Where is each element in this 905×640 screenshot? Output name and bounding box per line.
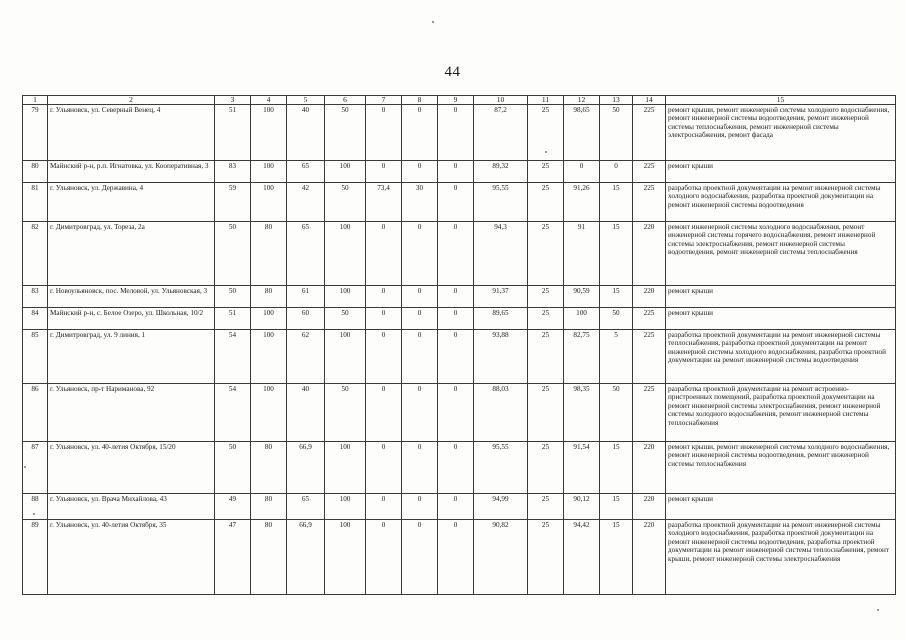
repair-works: ремонт крыши: [666, 286, 896, 308]
header-cell-14: 14: [633, 96, 666, 105]
house-address: г. Димитровград, ул. Тореза, 2а: [48, 222, 215, 286]
col-3-value: 50: [215, 442, 251, 494]
col-7-value: 0: [366, 442, 402, 494]
col-11-value: 25: [528, 222, 564, 286]
col-12-value: 98,35: [564, 384, 600, 442]
col-6-value: 100: [325, 330, 366, 384]
col-3-value: 51: [215, 308, 251, 330]
col-11-value: 25: [528, 183, 564, 222]
col-7-value: 0: [366, 105, 402, 161]
col-11-value: 25: [528, 442, 564, 494]
col-7-value: 0: [366, 222, 402, 286]
header-cell-5: 5: [287, 96, 325, 105]
scan-speck: [545, 151, 547, 153]
col-5-value: 66,9: [287, 442, 325, 494]
scan-speck: [877, 609, 879, 611]
col-5-value: 40: [287, 384, 325, 442]
col-7-value: 0: [366, 161, 402, 183]
col-8-value: 0: [402, 330, 438, 384]
col-7-value: 0: [366, 286, 402, 308]
col-13-value: 0: [600, 161, 633, 183]
col-13-value: 15: [600, 520, 633, 595]
col-9-value: 0: [438, 384, 474, 442]
col-13-value: 15: [600, 286, 633, 308]
col-10-value: 90,82: [474, 520, 528, 595]
col-10-value: 89,65: [474, 308, 528, 330]
col-4-value: 100: [251, 308, 287, 330]
col-9-value: 0: [438, 308, 474, 330]
col-7-value: 0: [366, 494, 402, 520]
col-3-value: 49: [215, 494, 251, 520]
col-14-value: 225: [633, 183, 666, 222]
col-4-value: 80: [251, 442, 287, 494]
house-address: г. Новоульяновск, пос. Меловой, ул. Ульяновская, 3: [48, 286, 215, 308]
col-8-value: 0: [402, 384, 438, 442]
col-7-value: 73,4: [366, 183, 402, 222]
col-9-value: 0: [438, 222, 474, 286]
col-13-value: 50: [600, 384, 633, 442]
header-cell-2: 2: [48, 96, 215, 105]
row-number: 86: [23, 384, 48, 442]
header-cell-12: 12: [564, 96, 600, 105]
col-3-value: 47: [215, 520, 251, 595]
col-5-value: 40: [287, 105, 325, 161]
header-cell-9: 9: [438, 96, 474, 105]
col-12-value: 91,54: [564, 442, 600, 494]
col-7-value: 0: [366, 330, 402, 384]
col-11-value: 25: [528, 286, 564, 308]
col-6-value: 100: [325, 520, 366, 595]
col-3-value: 50: [215, 222, 251, 286]
col-4-value: 80: [251, 222, 287, 286]
header-cell-13: 13: [600, 96, 633, 105]
row-number: 82: [23, 222, 48, 286]
house-address: г. Ульяновск, ул. Северный Венец, 4: [48, 105, 215, 161]
row-number: 89: [23, 520, 48, 595]
col-4-value: 100: [251, 330, 287, 384]
col-13-value: 15: [600, 442, 633, 494]
col-12-value: 100: [564, 308, 600, 330]
repair-works: ремонт крыши, ремонт инженерной системы холодного водоснабжения, ремонт инженерной системы водоотведения, ремонт инженерной системы теплоснабжения: [666, 442, 896, 494]
col-11-value: 25: [528, 330, 564, 384]
header-cell-4: 4: [251, 96, 287, 105]
col-3-value: 59: [215, 183, 251, 222]
col-8-value: 30: [402, 183, 438, 222]
col-6-value: 100: [325, 286, 366, 308]
col-10-value: 94,3: [474, 222, 528, 286]
col-6-value: 100: [325, 161, 366, 183]
col-3-value: 54: [215, 384, 251, 442]
col-10-value: 88,03: [474, 384, 528, 442]
header-cell-3: 3: [215, 96, 251, 105]
col-5-value: 62: [287, 330, 325, 384]
col-12-value: 91,26: [564, 183, 600, 222]
col-5-value: 60: [287, 308, 325, 330]
house-address: Майнский р-н, р.п. Игнатовка, ул. Кооперативная, 3: [48, 161, 215, 183]
col-3-value: 51: [215, 105, 251, 161]
col-14-value: 220: [633, 222, 666, 286]
col-12-value: 90,12: [564, 494, 600, 520]
row-number: 81: [23, 183, 48, 222]
col-4-value: 100: [251, 161, 287, 183]
table-row: [23, 105, 896, 161]
col-8-value: 0: [402, 494, 438, 520]
col-14-value: 220: [633, 520, 666, 595]
col-4-value: 100: [251, 105, 287, 161]
table-row: [23, 384, 896, 442]
col-11-value: 25: [528, 105, 564, 161]
houses-table: [22, 95, 896, 595]
row-number: 84: [23, 308, 48, 330]
col-4-value: 100: [251, 183, 287, 222]
col-14-value: 225: [633, 105, 666, 161]
col-3-value: 50: [215, 286, 251, 308]
col-9-value: 0: [438, 442, 474, 494]
house-address: г. Димитровград, ул. 9 линия, 1: [48, 330, 215, 384]
col-8-value: 0: [402, 161, 438, 183]
row-number: 79: [23, 105, 48, 161]
repair-works: ремонт крыши: [666, 161, 896, 183]
col-5-value: 61: [287, 286, 325, 308]
col-10-value: 91,37: [474, 286, 528, 308]
col-6-value: 50: [325, 384, 366, 442]
scan-speck: [33, 513, 35, 515]
col-8-value: 0: [402, 308, 438, 330]
col-6-value: 100: [325, 494, 366, 520]
col-10-value: 94,99: [474, 494, 528, 520]
row-number: 88: [23, 494, 48, 520]
col-10-value: 93,88: [474, 330, 528, 384]
col-5-value: 65: [287, 222, 325, 286]
col-5-value: 66,9: [287, 520, 325, 595]
table-row: [23, 330, 896, 384]
header-cell-10: 10: [474, 96, 528, 105]
header-cell-7: 7: [366, 96, 402, 105]
col-10-value: 87,2: [474, 105, 528, 161]
col-6-value: 50: [325, 308, 366, 330]
col-11-value: 25: [528, 308, 564, 330]
header-cell-1: 1: [23, 96, 48, 105]
header-cell-6: 6: [325, 96, 366, 105]
table-row: [23, 442, 896, 494]
col-9-value: 0: [438, 183, 474, 222]
col-8-value: 0: [402, 286, 438, 308]
col-11-value: 25: [528, 161, 564, 183]
table-row: [23, 222, 896, 286]
repair-works: ремонт крыши: [666, 494, 896, 520]
row-number: 87: [23, 442, 48, 494]
col-4-value: 100: [251, 384, 287, 442]
col-5-value: 42: [287, 183, 325, 222]
col-13-value: 50: [600, 308, 633, 330]
row-number: 80: [23, 161, 48, 183]
house-address: г. Ульяновск, ул. Врача Михайлова, 43: [48, 494, 215, 520]
col-13-value: 5: [600, 330, 633, 384]
col-9-value: 0: [438, 105, 474, 161]
col-9-value: 0: [438, 330, 474, 384]
col-14-value: 225: [633, 161, 666, 183]
col-5-value: 65: [287, 494, 325, 520]
repair-works: ремонт крыши, ремонт инженерной системы холодного водоснабжения, ремонт инженерной системы водоотведения, ремонт инженерной системы теплоснабжения, ремонт инженерной системы электроснабжения, ремонт фасада: [666, 105, 896, 161]
table-body: [23, 105, 896, 595]
repair-works: ремонт крыши: [666, 308, 896, 330]
col-10-value: 95,55: [474, 183, 528, 222]
col-14-value: 220: [633, 494, 666, 520]
col-6-value: 100: [325, 442, 366, 494]
col-7-value: 0: [366, 520, 402, 595]
page-number: 44: [444, 64, 461, 80]
scan-speck: [24, 466, 26, 468]
col-11-value: 25: [528, 494, 564, 520]
col-8-value: 0: [402, 222, 438, 286]
col-8-value: 0: [402, 442, 438, 494]
col-10-value: 95,55: [474, 442, 528, 494]
col-9-value: 0: [438, 494, 474, 520]
col-4-value: 80: [251, 494, 287, 520]
col-9-value: 0: [438, 161, 474, 183]
table-row: [23, 494, 896, 520]
col-6-value: 50: [325, 183, 366, 222]
table-row: [23, 161, 896, 183]
col-7-value: 0: [366, 308, 402, 330]
col-12-value: 90,59: [564, 286, 600, 308]
col-5-value: 65: [287, 161, 325, 183]
scan-speck: [432, 21, 434, 23]
col-8-value: 0: [402, 520, 438, 595]
repair-works: разработка проектной документации на ремонт инженерной системы теплоснабжения, разработка проектной документации на ремонт инженерной системы холодного водоснабжения, разработка проектной документации на ремонт инженерной системы водоотведения: [666, 330, 896, 384]
col-11-value: 25: [528, 520, 564, 595]
table-row: [23, 183, 896, 222]
col-4-value: 80: [251, 286, 287, 308]
table-row: [23, 286, 896, 308]
col-14-value: 220: [633, 286, 666, 308]
col-12-value: 91: [564, 222, 600, 286]
col-13-value: 15: [600, 222, 633, 286]
col-14-value: 225: [633, 308, 666, 330]
house-address: Майнский р-н, с. Белое Озеро, ул. Школьная, 10/2: [48, 308, 215, 330]
col-8-value: 0: [402, 105, 438, 161]
repair-works: ремонт инженерной системы холодного водоснабжения, ремонт инженерной системы горячего водоснабжения, ремонт инженерной системы электроснабжения, ремонт инженерной системы водоотведения, ремонт инженерной системы теплоснабжения: [666, 222, 896, 286]
table-row: [23, 520, 896, 595]
col-11-value: 25: [528, 384, 564, 442]
table-row: [23, 308, 896, 330]
repair-works: разработка проектной документации на ремонт инженерной системы холодного водоснабжения, разработка проектной документации на ремонт инженерной системы водоотведения, разработка проектной документации на ремонт инженерной системы теплоснабжения, ремонт крыши, ремонт инженерной системы электроснабжения: [666, 520, 896, 595]
table-header: [23, 96, 896, 105]
col-13-value: 15: [600, 183, 633, 222]
col-13-value: 15: [600, 494, 633, 520]
col-14-value: 225: [633, 330, 666, 384]
col-9-value: 0: [438, 286, 474, 308]
col-9-value: 0: [438, 520, 474, 595]
row-number: 85: [23, 330, 48, 384]
house-address: г. Ульяновск, ул. Державина, 4: [48, 183, 215, 222]
col-3-value: 83: [215, 161, 251, 183]
col-14-value: 220: [633, 442, 666, 494]
col-4-value: 80: [251, 520, 287, 595]
header-row: [23, 96, 896, 105]
house-address: г. Ульяновск, ул. 40-летия Октября, 15/20: [48, 442, 215, 494]
repair-works: разработка проектной документации на ремонт встроенно-пристроенных помещений, разработка проектной документации на ремонт инженерной системы электроснабжения, ремонт инженерной системы холодного водоснабжения, ремонт инженерной системы теплоснабжения: [666, 384, 896, 442]
header-cell-8: 8: [402, 96, 438, 105]
col-13-value: 50: [600, 105, 633, 161]
col-12-value: 0: [564, 161, 600, 183]
header-cell-15: 15: [666, 96, 896, 105]
col-6-value: 100: [325, 222, 366, 286]
col-12-value: 98,65: [564, 105, 600, 161]
col-14-value: 225: [633, 384, 666, 442]
col-12-value: 82,75: [564, 330, 600, 384]
col-3-value: 54: [215, 330, 251, 384]
col-7-value: 0: [366, 384, 402, 442]
col-10-value: 89,32: [474, 161, 528, 183]
col-12-value: 94,42: [564, 520, 600, 595]
house-address: г. Ульяновск, пр-т Нариманова, 92: [48, 384, 215, 442]
house-address: г. Ульяновск, ул. 40-летия Октября, 35: [48, 520, 215, 595]
col-6-value: 50: [325, 105, 366, 161]
header-cell-11: 11: [528, 96, 564, 105]
row-number: 83: [23, 286, 48, 308]
repair-works: разработка проектной документации на ремонт инженерной системы холодного водоснабжения, разработка проектной документации на ремонт инженерной системы водоотведения: [666, 183, 896, 222]
